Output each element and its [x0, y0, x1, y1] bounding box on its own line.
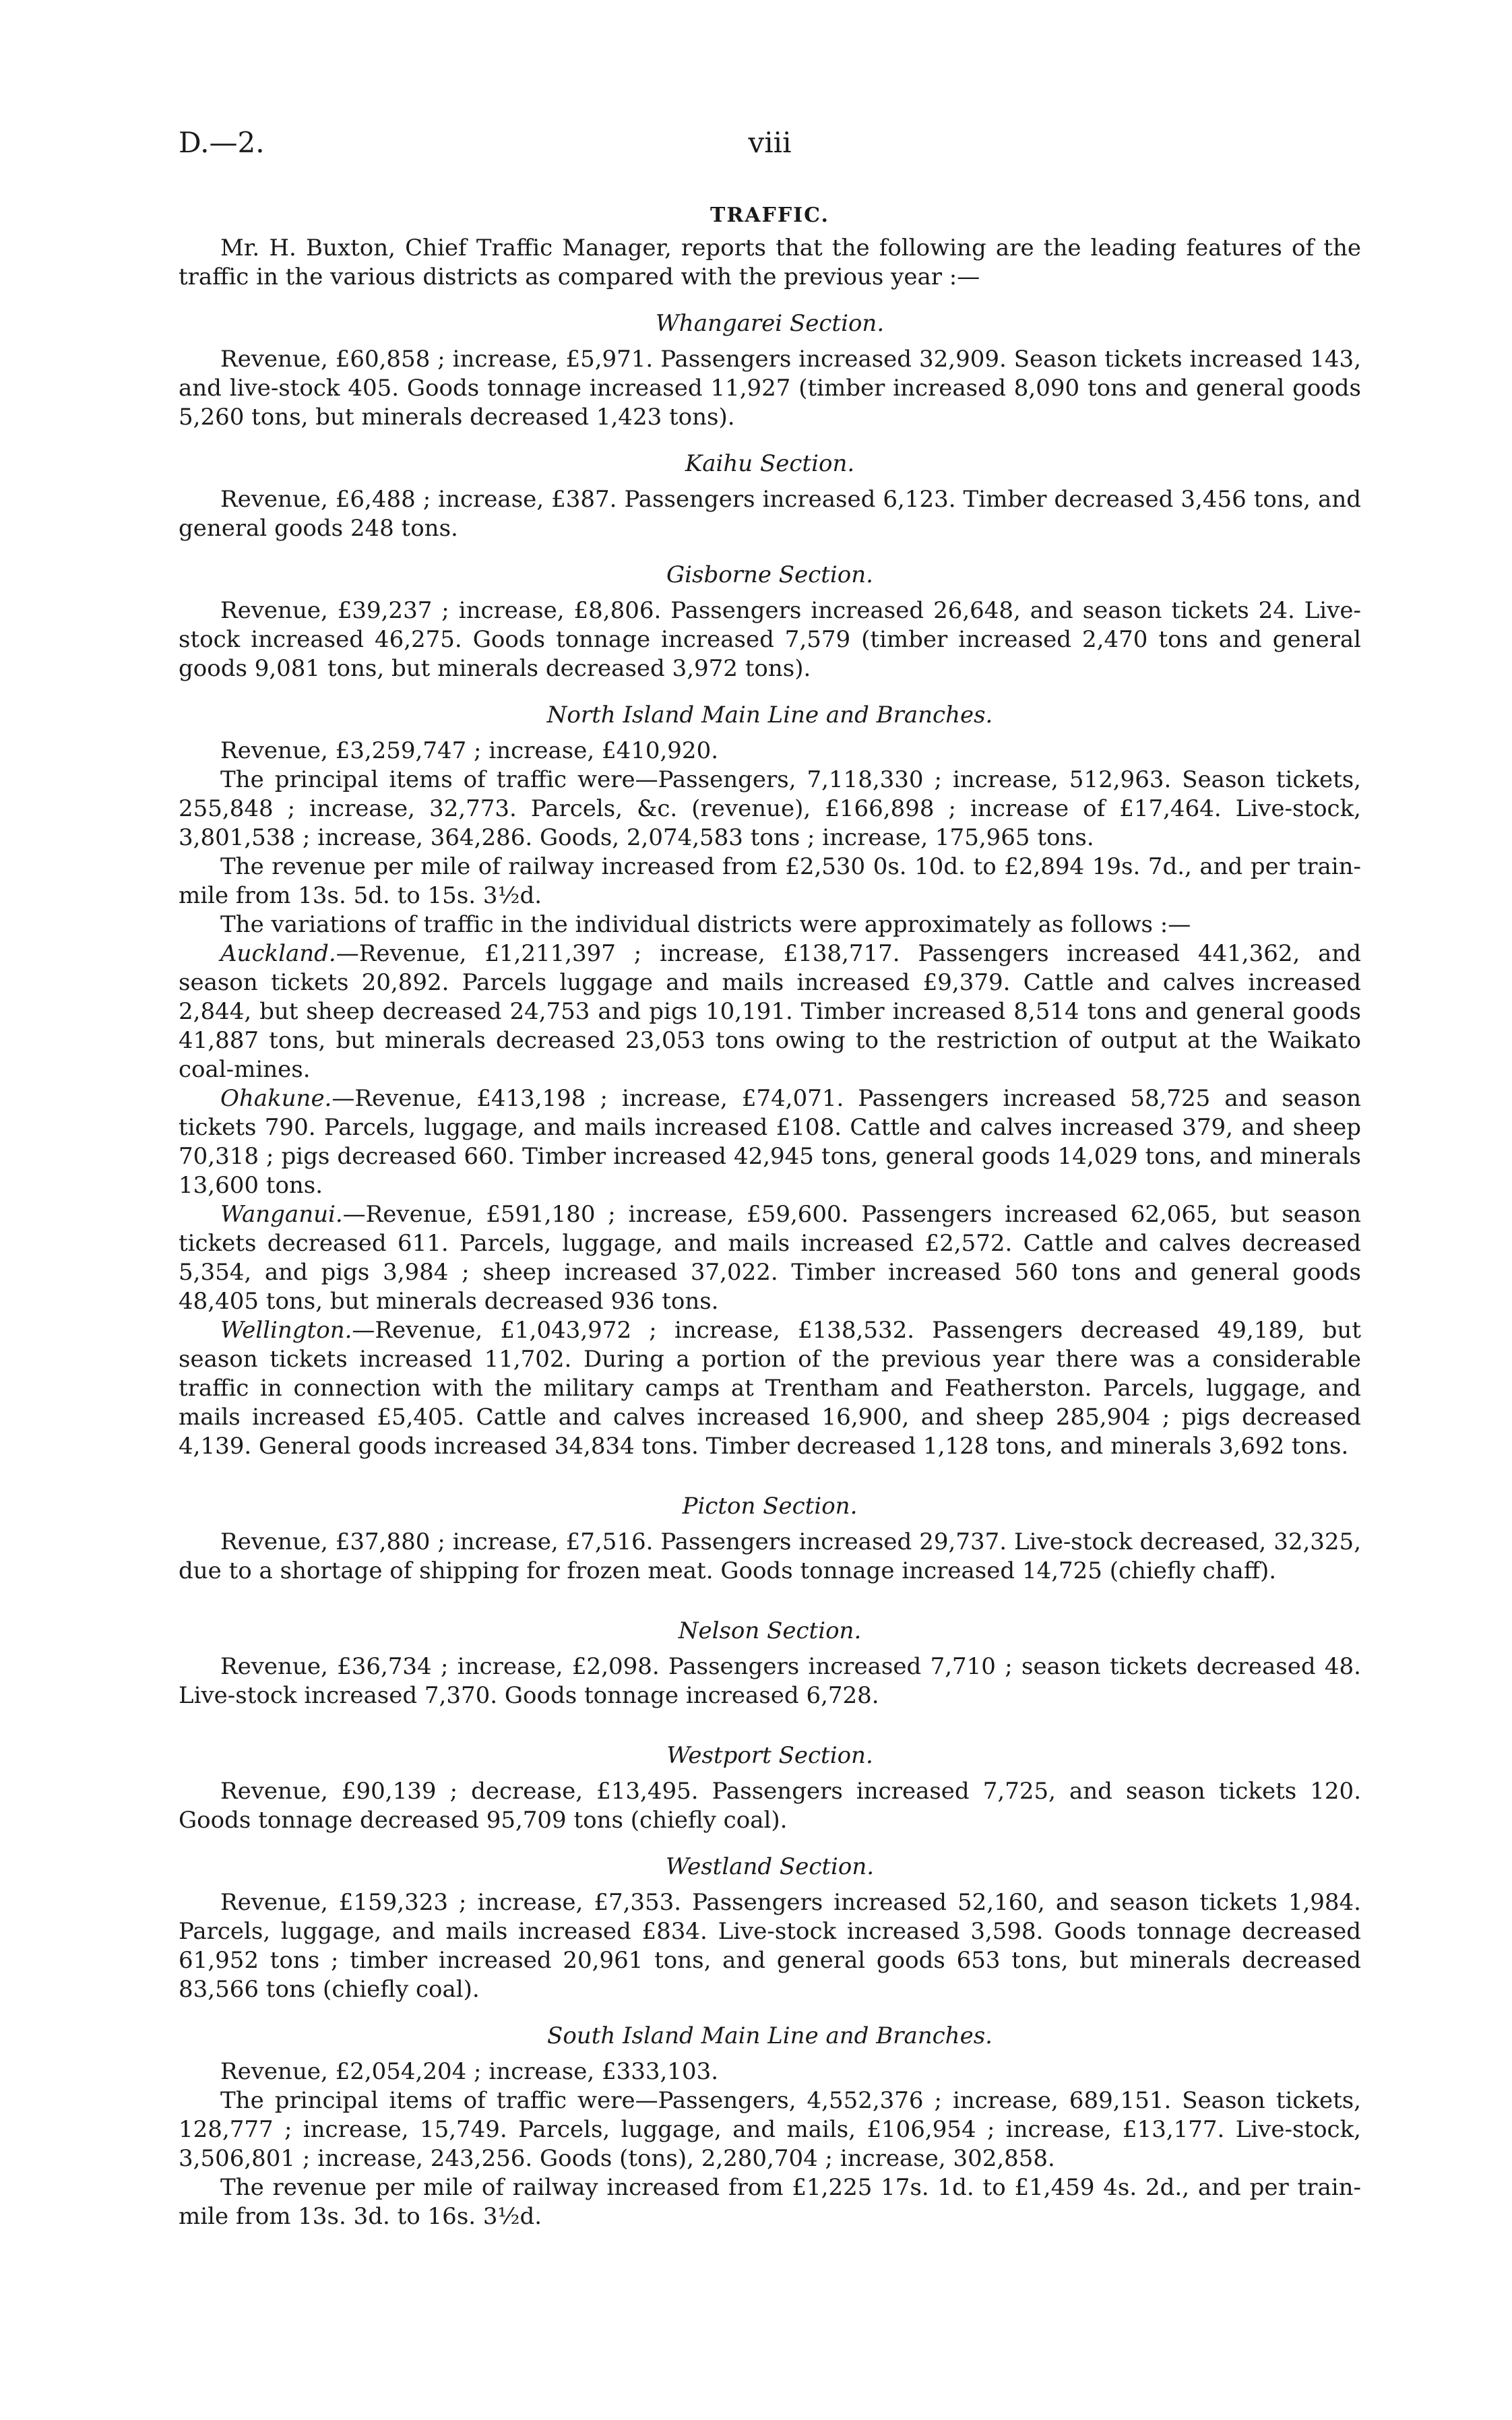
- intro-paragraph: Mr. H. Buxton, Chief Traffic Manager, reports that the following are the leading features of the traffic in the various districts as compared with the previous year :—: [179, 235, 1361, 290]
- district-name: Wellington.: [220, 1317, 352, 1344]
- district-text: —Revenue, £1,211,397 ; increase, £138,717. Passengers increased 441,362, and season tickets 20,892. Parcels luggage and mails increased £9,379. Cattle and calves increased 2,844, but sheep decreased 24,753 and pigs 10,191. Timber increased 8,514 tons and general goods 41,887 tons, but minerals decreased 23,053 tons owing to the restriction of output at the Waikato coal-mines.: [179, 940, 1361, 1083]
- section-heading-kaihu: Kaihu Section.: [685, 450, 855, 477]
- section-paragraph: Revenue, £90,139 ; decrease, £13,495. Passengers increased 7,725, and season tickets 120. Goods tonnage decreased 95,709 tons (chiefly coal).: [179, 1778, 1361, 1834]
- page-header: [179, 128, 1361, 168]
- section-paragraph: Revenue, £159,323 ; increase, £7,353. Passengers increased 52,160, and season tickets 1,984. Parcels, luggage, and mails increased £834. Live-stock increased 3,598. Goods tonnage decreased 61,952 tons ; timber increased 20,961 tons, and general goods 653 tons, but minerals decreased 83,566 tons (chiefly coal).: [179, 1889, 1361, 2003]
- section-paragraph: Revenue, £2,054,204 ; increase, £333,103.: [220, 2058, 719, 2085]
- section-heading-nelson: Nelson Section.: [678, 1617, 862, 1644]
- district-name: Ohakune.: [220, 1085, 332, 1112]
- district-name: Wanganui.: [220, 1201, 343, 1228]
- section-paragraph: Revenue, £6,488 ; increase, £387. Passengers increased 6,123. Timber decreased 3,456 tons, and general goods 248 tons.: [179, 486, 1361, 542]
- section-paragraph: Revenue, £3,259,747 ; increase, £410,920.: [220, 737, 719, 764]
- section-paragraph: The revenue per mile of railway increased from £1,225 17s. 1d. to £1,459 4s. 2d., and per train-mile from 13s. 3d. to 16s. 3½d.: [179, 2174, 1361, 2230]
- document-page: [179, 128, 1361, 2231]
- section-paragraph: The principal items of traffic were—Passengers, 4,552,376 ; increase, 689,151. Season tickets, 128,777 ; increase, 15,749. Parcels, luggage, and mails, £106,954 ; increase, £13,177. Live-stock, 3,506,801 ; increase, 243,256. Goods (tons), 2,280,704 ; increase, 302,858.: [179, 2087, 1361, 2172]
- district-paragraph-wanganui: [179, 1200, 1361, 1316]
- district-text: —Revenue, £591,180 ; increase, £59,600. Passengers increased 62,065, but season tickets decreased 611. Parcels, luggage, and mails increased £2,572. Cattle and calves decreased 5,354, and pigs 3,984 ; sheep increased 37,022. Timber increased 560 tons and general goods 48,405 tons, but minerals decreased 936 tons.: [179, 1201, 1361, 1315]
- district-paragraph-ohakune: [179, 1084, 1361, 1200]
- section-paragraph: Revenue, £36,734 ; increase, £2,098. Passengers increased 7,710 ; season tickets decreased 48. Live-stock increased 7,370. Goods tonnage increased 6,728.: [179, 1653, 1361, 1709]
- page-number: viii: [748, 126, 792, 159]
- section-heading-south-island: South Island Main Line and Branches.: [547, 2022, 993, 2049]
- spacer: [179, 1461, 1361, 1475]
- district-text: —Revenue, £1,043,972 ; increase, £138,532. Passengers decreased 49,189, but season tickets increased 11,702. During a portion of the previous year there was a considerable traffic in connection with the military camps at Trentham and Featherston. Parcels, luggage, and mails increased £5,405. Cattle and calves increased 16,900, and sheep 285,904 ; pigs decreased 4,139. General goods increased 34,834 tons. Timber decreased 1,128 tons, and minerals 3,692 tons.: [179, 1317, 1361, 1460]
- district-name: Auckland.: [220, 940, 336, 967]
- district-paragraph-auckland: [179, 939, 1361, 1084]
- section-paragraph: Revenue, £60,858 ; increase, £5,971. Passengers increased 32,909. Season tickets increased 143, and live-stock 405. Goods tonnage increased 11,927 (timber increased 8,090 tons and general goods 5,260 tons, but minerals decreased 1,423 tons).: [179, 346, 1361, 431]
- document-reference: D.—2.: [179, 126, 265, 159]
- section-heading-gisborne: Gisborne Section.: [666, 561, 873, 588]
- spacer: [179, 1710, 1361, 1724]
- district-paragraph-wellington: [179, 1316, 1361, 1461]
- section-paragraph: Revenue, £37,880 ; increase, £7,516. Passengers increased 29,737. Live-stock decreased, 32,325, due to a shortage of shipping for frozen meat. Goods tonnage increased 14,725 (chiefly chaff).: [179, 1528, 1361, 1584]
- section-paragraph: The principal items of traffic were—Passengers, 7,118,330 ; increase, 512,963. Season tickets, 255,848 ; increase, 32,773. Parcels, &c. (revenue), £166,898 ; increase of £17,464. Live-stock, 3,801,538 ; increase, 364,286. Goods, 2,074,583 tons ; increase, 175,965 tons.: [179, 766, 1361, 851]
- section-paragraph: Revenue, £39,237 ; increase, £8,806. Passengers increased 26,648, and season tickets 24. Live-stock increased 46,275. Goods tonnage increased 7,579 (timber increased 2,470 tons and general goods 9,081 tons, but minerals decreased 3,972 tons).: [179, 597, 1361, 682]
- section-heading-westport: Westport Section.: [666, 1742, 873, 1769]
- section-paragraph: The variations of traffic in the individual districts were approximately as follows :—: [220, 911, 1191, 938]
- spacer: [179, 1586, 1361, 1599]
- section-paragraph: The revenue per mile of railway increased from £2,530 0s. 10d. to £2,894 19s. 7d., and per train-mile from 13s. 5d. to 15s. 3½d.: [179, 853, 1361, 909]
- section-heading-north-island: North Island Main Line and Branches.: [546, 702, 993, 728]
- section-heading-picton: Picton Section.: [682, 1493, 858, 1520]
- section-heading-westland: Westland Section.: [665, 1853, 875, 1880]
- district-text: —Revenue, £413,198 ; increase, £74,071. Passengers increased 58,725 and season tickets 790. Parcels, luggage, and mails increased £108. Cattle and calves increased 379, and sheep 70,318 ; pigs decreased 660. Timber increased 42,945 tons, general goods 14,029 tons, and minerals 13,600 tons.: [179, 1085, 1361, 1199]
- page-title: TRAFFIC.: [710, 204, 829, 227]
- section-heading-whangarei: Whangarei Section.: [655, 310, 885, 337]
